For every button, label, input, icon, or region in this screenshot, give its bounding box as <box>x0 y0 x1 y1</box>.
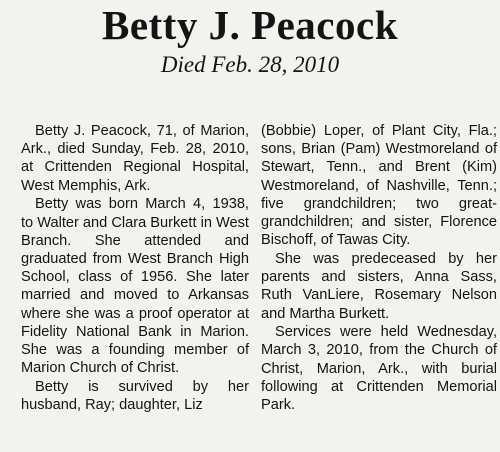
obituary-title: Betty J. Peacock <box>101 2 399 48</box>
paragraph-survivors-start: Betty is survived by her husband, Ray; daughter, Liz <box>21 378 249 414</box>
paragraph-services: Services were held Wednesday, March 3, 2010, from the Church of Christ, Marion, Ark., with burial following at Crittenden Memorial Park. <box>261 324 497 414</box>
obituary-date-subtitle: Died Feb. 28, 2010 <box>160 52 340 77</box>
paragraph-biography: Betty was born March 4, 1938, to Walter and Clara Burkett in West Branch. She attended and graduated from West Branch High School, class of 1956. She later married and moved to Arkansas where she was a proof operator at Fidelity National Bank in Marion. She was a founding member of Marion Church of Christ. <box>21 196 249 377</box>
paragraph-survivors-continued: (Bobbie) Loper, of Plant City, Fla.; sons, Brian (Pam) Westmoreland of Stewart, Tenn., and Brent (Kim) Westmoreland, of Nashville, Tenn.; five grandchildren; two great-grandchildren; and sister, Florence Bischoff, of Tawas City. <box>261 123 497 249</box>
paragraph-predeceased: She was predeceased by her parents and sisters, Anna Sass, Ruth VanLiere, Rosemary Nelson and Martha Burkett. <box>261 250 497 322</box>
obituary-heading <box>0 0 500 79</box>
right-column <box>261 122 497 415</box>
paragraph-death-notice: Betty J. Peacock, 71, of Marion, Ark., died Sunday, Feb. 28, 2010, at Crittenden Regional Hospital, West Memphis, Ark. <box>21 123 249 194</box>
left-column <box>21 122 249 415</box>
